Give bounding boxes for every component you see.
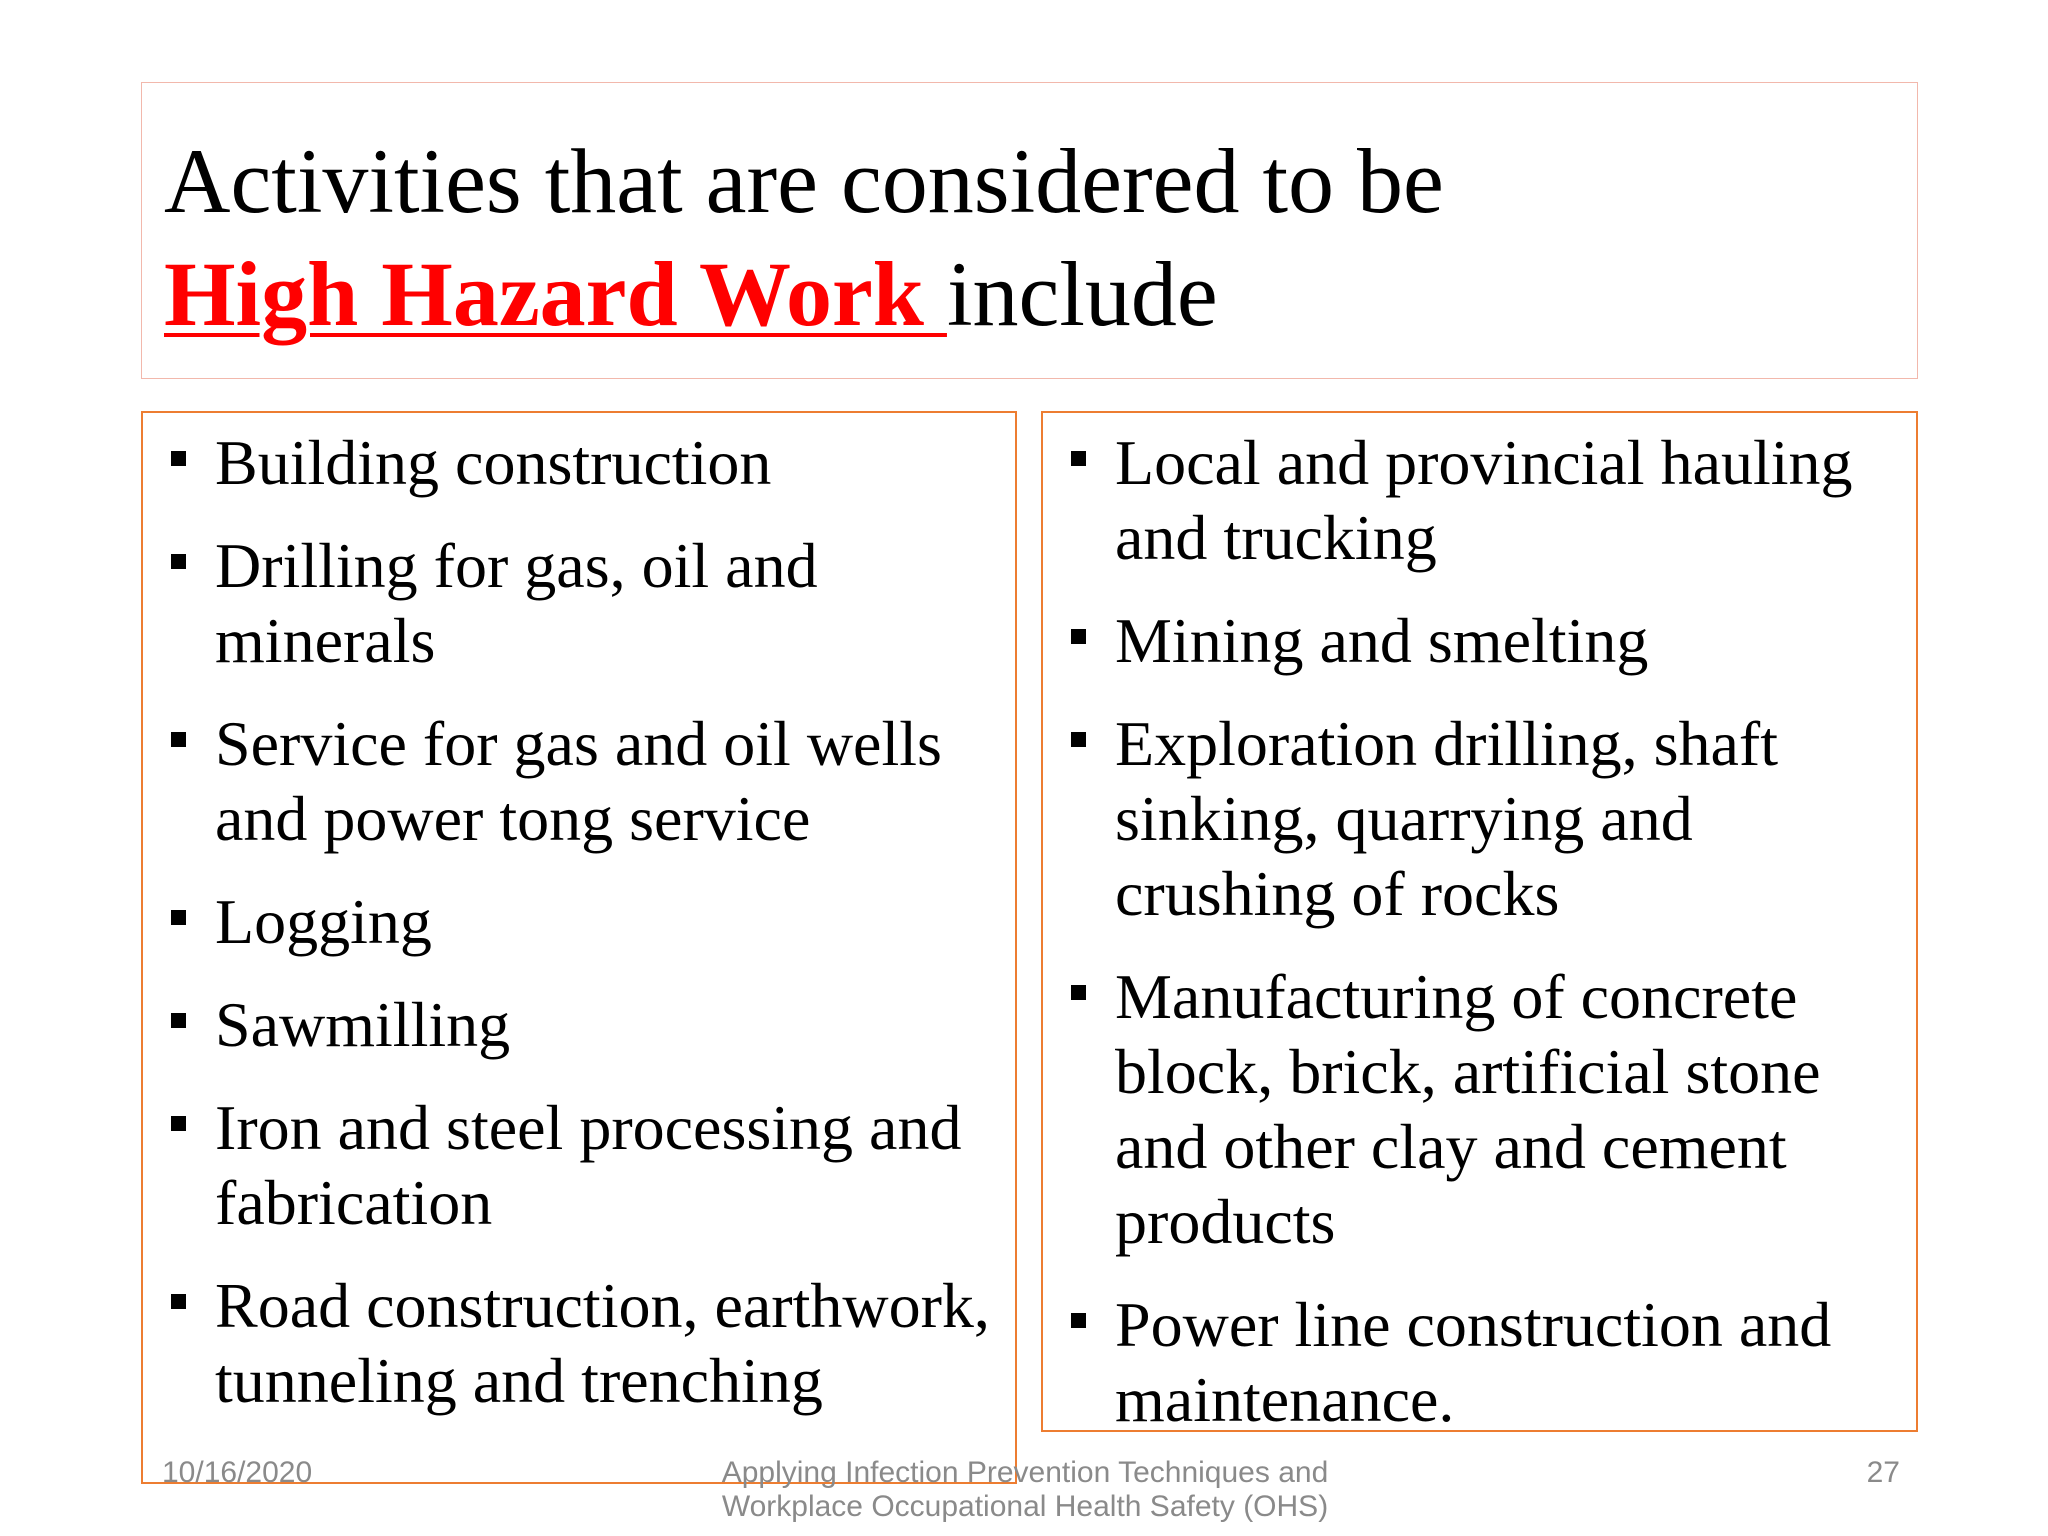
square-bullet-icon bbox=[171, 910, 186, 925]
title-box bbox=[141, 82, 1918, 379]
list-item-label: Sawmilling bbox=[215, 989, 511, 1060]
list-item-label: Mining and smelting bbox=[1115, 605, 1649, 676]
square-bullet-icon bbox=[1071, 732, 1086, 747]
list-item bbox=[165, 884, 1005, 959]
square-bullet-icon bbox=[171, 1013, 186, 1028]
list-item-label: Iron and steel processing and fabrication bbox=[215, 1092, 962, 1238]
list-item bbox=[1065, 603, 1905, 678]
list-item-label: Building construction bbox=[215, 427, 772, 498]
list-item-label: Local and provincial hauling and trucking bbox=[1115, 427, 1853, 573]
right-bullet-list bbox=[1065, 425, 1905, 1465]
list-item-label: Manufacturing of concrete block, brick, artificial stone and other clay and cement products bbox=[1115, 961, 1821, 1257]
list-item bbox=[1065, 706, 1905, 931]
list-item bbox=[1065, 959, 1905, 1259]
square-bullet-icon bbox=[171, 1294, 186, 1309]
square-bullet-icon bbox=[171, 732, 186, 747]
footer-title: Applying Infection Prevention Techniques and Workplace Occupational Health Safety (OHS) bbox=[721, 1456, 1329, 1523]
title-emphasis: High Hazard Work bbox=[164, 243, 947, 345]
list-item bbox=[165, 425, 1005, 500]
list-item-label: Service for gas and oil wells and power tong service bbox=[215, 708, 942, 854]
list-item bbox=[165, 987, 1005, 1062]
square-bullet-icon bbox=[1071, 451, 1086, 466]
left-bullet-list bbox=[165, 425, 1005, 1446]
list-item bbox=[165, 1268, 1005, 1418]
list-item bbox=[1065, 425, 1905, 575]
square-bullet-icon bbox=[171, 554, 186, 569]
list-item bbox=[165, 1090, 1005, 1240]
square-bullet-icon bbox=[171, 451, 186, 466]
list-item-label: Drilling for gas, oil and minerals bbox=[215, 530, 818, 676]
list-item bbox=[165, 528, 1005, 678]
right-column-box bbox=[1041, 411, 1918, 1435]
list-item bbox=[1065, 1287, 1905, 1437]
list-item-label: Road construction, earthwork, tunneling and trenching bbox=[215, 1270, 990, 1416]
list-item bbox=[165, 706, 1005, 856]
title-suffix: include bbox=[946, 243, 1218, 345]
page-number: 27 bbox=[1866, 1456, 1900, 1489]
title-line-1: Activities that are considered to be bbox=[164, 130, 1444, 232]
square-bullet-icon bbox=[171, 1116, 186, 1131]
list-item-label: Power line construction and maintenance. bbox=[1115, 1289, 1832, 1435]
slide-title bbox=[164, 125, 1444, 351]
list-item-label: Exploration drilling, shaft sinking, quarrying and crushing of rocks bbox=[1115, 708, 1778, 929]
square-bullet-icon bbox=[1071, 629, 1086, 644]
footer-date: 10/16/2020 bbox=[162, 1456, 313, 1489]
square-bullet-icon bbox=[1071, 985, 1086, 1000]
left-column-box bbox=[141, 411, 1017, 1484]
square-bullet-icon bbox=[1071, 1313, 1086, 1328]
list-item-label: Logging bbox=[215, 886, 432, 957]
